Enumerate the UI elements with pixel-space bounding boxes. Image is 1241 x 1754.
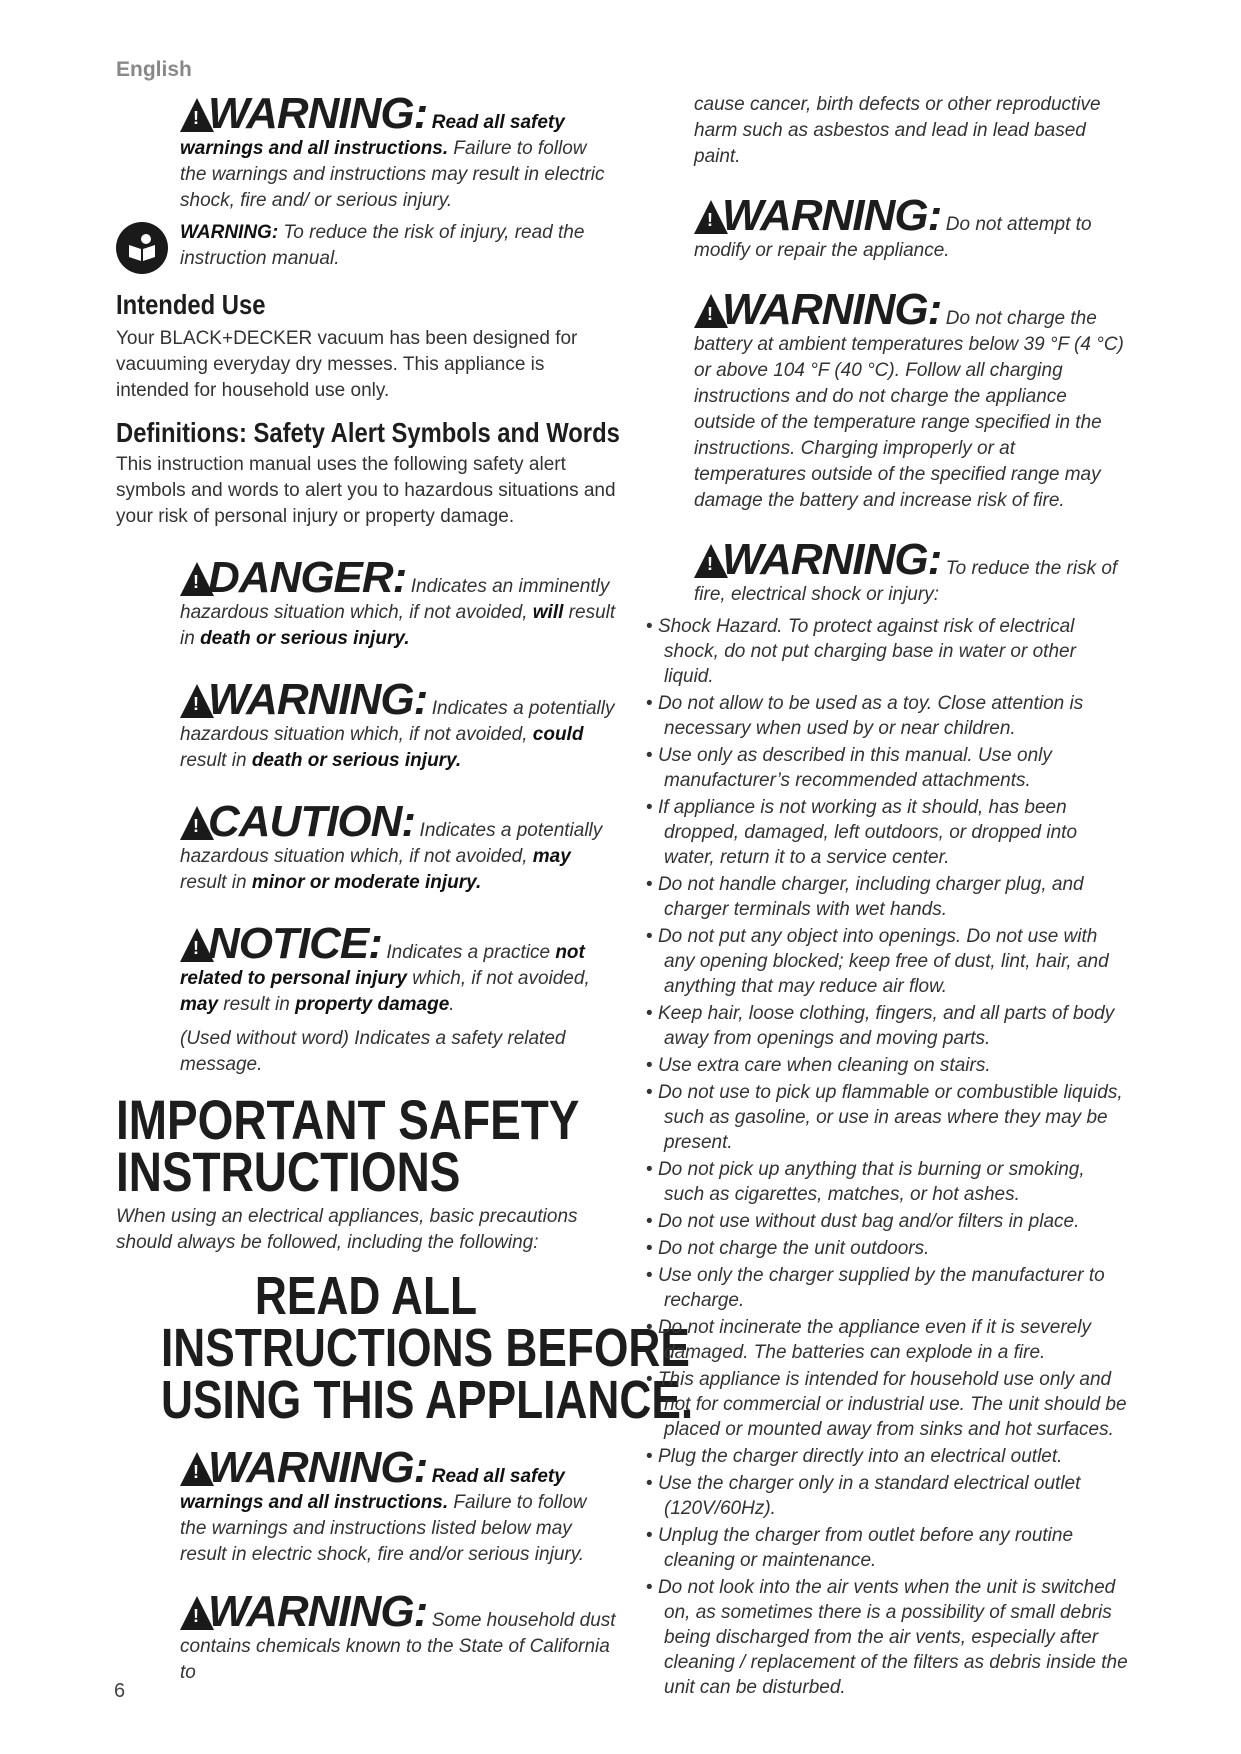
list-item: • Do not handle charger, including charger plug, and charger terminals with wet hands. <box>630 872 1130 922</box>
list-item: • Do not put any object into openings. Do not use with any opening blocked; keep free of dust, lint, hair, and anything that may reduce air flow. <box>630 924 1130 999</box>
read-manual-icon <box>116 222 168 274</box>
read-all-title <box>116 1266 694 1430</box>
warning-block-3 <box>180 1443 616 1568</box>
warning-text: Some household dust contains chemicals known to the State of California to <box>180 1610 616 1683</box>
danger-text-2: result in <box>180 602 616 649</box>
notice-heading: NOTICE: <box>208 919 382 968</box>
notice-text-2: which, if not avoided, <box>407 968 590 989</box>
warning-text: Do not attempt to modify or repair the appliance. <box>694 214 1092 261</box>
warning-triangle-icon <box>180 806 214 840</box>
warning-text: Do not charge the battery at ambient temperatures below 39 °F (4 °C) or above 104 °F (40 °C). Follow all charging instructions and do not charge the appliance outside of the temperature range specified in the instructions. Charging improperly or at temperatures outside of the specified range may damage the battery and increase risk of fire. <box>694 308 1124 511</box>
list-item: • Do not use to pick up flammable or combustible liquids, such as gasoline, or use in areas where they may be present. <box>630 1080 1130 1155</box>
notice-emph-3: property damage <box>295 994 450 1015</box>
warning-triangle-icon <box>180 562 214 596</box>
intended-use-text: Your BLACK+DECKER vacuum has been designed for vacuuming everyday dry messes. This appliance is intended for household use only. <box>116 328 578 401</box>
warning-triangle-icon <box>694 200 728 234</box>
list-item: • Plug the charger directly into an electrical outlet. <box>630 1444 1130 1469</box>
read-manual-text: To reduce the risk of injury, read the instruction manual. <box>180 222 585 269</box>
important-title-line-1: IMPORTANT SAFETY <box>116 1088 580 1151</box>
warning-triangle-icon <box>180 1596 214 1630</box>
warning-triangle-icon <box>180 98 214 132</box>
danger-emph-2: death or serious injury. <box>200 628 410 649</box>
intended-use-title: Intended Use <box>116 289 266 320</box>
warning-heading: WARNING: <box>208 89 428 138</box>
list-item: • Shock Hazard. To protect against risk of electrical shock, do not put charging base in water or other liquid. <box>630 614 1130 689</box>
caution-emph-2: minor or moderate injury. <box>251 872 482 893</box>
warning-heading: WARNING: <box>722 285 942 334</box>
definitions-text: This instruction manual uses the following safety alert symbols and words to alert you to hazardous situations and your risk of personal injury or property damage. <box>116 454 616 527</box>
warning-def-emph-2: death or serious injury. <box>251 750 462 771</box>
continued-text: cause cancer, birth defects or other reproductive harm such as asbestos and lead in lead based paint. <box>694 94 1101 167</box>
caution-heading: CAUTION: <box>208 797 416 846</box>
warning-def-emph: could <box>532 724 584 745</box>
list-item: • Use only the charger supplied by the manufacturer to recharge. <box>630 1263 1130 1313</box>
caution-text-2: result in <box>180 872 252 893</box>
list-item: • Do not allow to be used as a toy. Close attention is necessary when used by or near children. <box>630 691 1130 741</box>
warning-triangle-icon <box>694 544 728 578</box>
warning-block-6 <box>694 285 1130 514</box>
read-manual-label: WARNING: <box>180 222 279 243</box>
caution-emph: may <box>532 846 571 867</box>
warning-triangle-icon <box>694 294 728 328</box>
important-title-line-2: INSTRUCTIONS <box>116 1140 461 1203</box>
list-item: • Keep hair, loose clothing, fingers, and all parts of body away from openings and moving parts. <box>630 1001 1130 1051</box>
warning-text: Failure to follow the warnings and instructions listed below may result in electric shock, fire and/or serious injury. <box>180 1492 587 1565</box>
warning-lead: Read all safety warnings and all instructions. <box>180 1466 565 1513</box>
list-item: • Use only as described in this manual. Use only manufacturer’s recommended attachments. <box>630 743 1130 793</box>
danger-text: Indicates an imminently hazardous situation which, if not avoided, <box>180 576 610 623</box>
warning-triangle-icon <box>180 928 214 962</box>
list-item: • Use the charger only in a standard electrical outlet (120V/60Hz). <box>630 1471 1130 1521</box>
when-using-text: When using an electrical appliances, basic precautions should always be followed, including the following: <box>116 1206 578 1253</box>
notice-block <box>180 919 616 1078</box>
warning-block-5 <box>694 191 1130 264</box>
warning-block-4 <box>180 1587 616 1686</box>
definitions-title: Definitions: Safety Alert Symbols and Words <box>116 417 620 448</box>
warning-triangle-icon <box>180 1452 214 1486</box>
read-all-line-3: USING THIS APPLIANCE. <box>161 1370 694 1430</box>
warning-heading: WARNING: <box>208 1443 428 1492</box>
language-label: English <box>116 58 192 81</box>
warning-block-7 <box>694 535 1130 608</box>
notice-text-3: result in <box>218 994 296 1015</box>
notice-text: Indicates a practice <box>386 942 556 963</box>
list-item: • Do not use without dust bag and/or filters in place. <box>630 1209 1130 1234</box>
notice-emph: not related to personal injury <box>180 942 585 989</box>
notice-emph-2: may <box>180 994 219 1015</box>
warning-heading: WARNING: <box>208 1587 428 1636</box>
caution-block <box>180 797 616 896</box>
page-number: 6 <box>114 1680 126 1702</box>
list-item: • Do not charge the unit outdoors. <box>630 1236 1130 1261</box>
list-item: • If appliance is not working as it should, has been dropped, damaged, left outdoors, or dropped into water, return it to a service center. <box>630 795 1130 870</box>
danger-block <box>180 553 616 652</box>
safety-bullet-list <box>630 614 1130 1700</box>
warning-text: Failure to follow the warnings and instructions may result in electric shock, fire and/ or serious injury. <box>180 138 605 211</box>
right-column <box>630 92 1130 1702</box>
read-all-line-2: INSTRUCTIONS BEFORE <box>161 1318 690 1378</box>
warning-definition-block <box>180 675 616 774</box>
important-safety-title <box>116 1088 616 1203</box>
caution-text: Indicates a potentially hazardous situation which, if not avoided, <box>180 820 603 867</box>
warning-heading: WARNING: <box>722 191 942 240</box>
warning-lead: Read all safety warnings and all instructions. <box>180 112 565 159</box>
list-item: • Do not look into the air vents when the unit is switched on, as sometimes there is a possibility of small debris being discharged from the air vents, especially after cleaning / replacement of the filters as debris inside the unit can be disturbed. <box>630 1575 1130 1700</box>
warning-heading: WARNING: <box>722 535 942 584</box>
read-all-line-1: READ ALL <box>254 1266 478 1326</box>
warning-text: To reduce the risk of fire, electrical shock or injury: <box>694 558 1118 605</box>
warning-def-text-2: result in <box>180 750 252 771</box>
list-item: • Unplug the charger from outlet before any routine cleaning or maintenance. <box>630 1523 1130 1573</box>
read-manual-block <box>180 220 616 272</box>
used-without-word-text: (Used without word) Indicates a safety related message. <box>180 1028 566 1075</box>
list-item: • This appliance is intended for household use only and not for commercial or industrial use. The unit should be placed or mounted away from sinks and hot surfaces. <box>630 1367 1130 1442</box>
notice-text-4: . <box>449 994 455 1015</box>
warning-def-heading: WARNING: <box>208 675 428 724</box>
list-item: • Do not incinerate the appliance even if it is severely damaged. The batteries can explode in a fire. <box>630 1315 1130 1365</box>
left-column <box>116 89 694 1686</box>
danger-heading: DANGER: <box>208 553 407 602</box>
list-item: • Use extra care when cleaning on stairs. <box>630 1053 1130 1078</box>
warning-def-text: Indicates a potentially hazardous situation which, if not avoided, <box>180 698 615 745</box>
danger-emph: will <box>532 602 564 623</box>
list-item: • Do not pick up anything that is burning or smoking, such as cigarettes, matches, or hot ashes. <box>630 1157 1130 1207</box>
warning-block-1 <box>180 89 616 214</box>
warning-triangle-icon <box>180 684 214 718</box>
